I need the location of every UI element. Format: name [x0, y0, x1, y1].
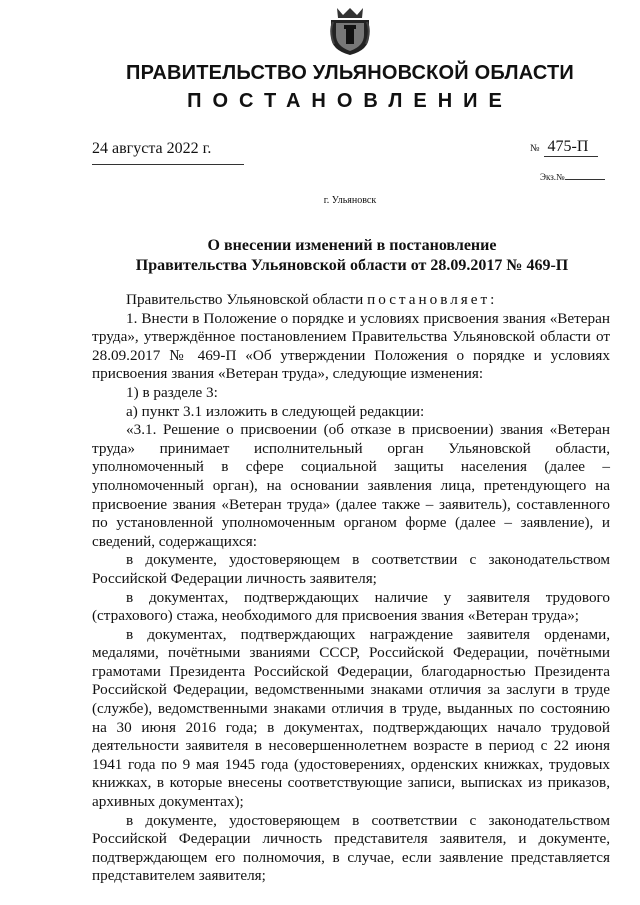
paragraph: «3.1. Решение о присвоении (об отказе в присвоении) звания «Ветеран труда» принимает исполнительный орган Ульяновской области, уполномоченный в сфере социальной защиты населения (далее – уполномоченный орган), на основании заявления лица, претендующего на присвоение звания «Ветеран труда» (далее также – заявитель), составленного по установленной уполномоченным органом форме (далее – заявление), и сведений, содержащихся:: [92, 421, 610, 550]
paragraph: в документах, подтверждающих награждение заявителя орденами, медалями, почётными званиями СССР, Российской Федерации, почётными грамотами Президента Российской Федерации, благодарностью Президента Российской Федерации, ведомственными знаками отличия за заслуги в труде (службе), ведомственными знаками отличия в труде, выданных по состоянию на 30 июня 2016 года; в документах, подтверждающих начало трудовой деятельности заявителя в несовершеннолетнем возрасте в период с 22 июня 1941 года по 9 мая 1945 года (удостоверениях, орденских книжках, трудовых книжках, в которые внесены соответствующие записи, выписках из приказов, архивных документах);: [92, 625, 610, 811]
intro-suffix: :: [490, 291, 495, 308]
date-underline: [92, 164, 244, 165]
document-date: 24 августа 2022 г.: [92, 140, 212, 157]
copy-number: [540, 172, 605, 182]
city: г. Ульяновск: [323, 195, 377, 206]
paragraph: в документе, удостоверяющем в соответствии с законодательством Российской Федерации личность представителя заявителя, и документе, подтверждающем его полномочия, в случае, если заявление представляется представителем заявителя;: [92, 811, 610, 885]
government-name: ПРАВИТЕЛЬСТВО УЛЬЯНОВСКОЙ ОБЛАСТИ: [126, 62, 574, 84]
intro-keyword: постановляет: [367, 291, 491, 308]
title-line-2: Правительства Ульяновской области от 28.09.2017 № 469-П: [135, 257, 569, 274]
paragraph: 1. Внести в Положение о порядке и условиях присвоения звания «Ветеран труда», утверждённое постановлением Правительства Ульяновской области от 28.09.2017 № 469-П «Об утверждении Положения о порядке и условиях присвоения звания «Ветеран труда», следующие изменения:: [92, 309, 610, 383]
document-type: ПОСТАНОВЛЕНИЕ: [187, 90, 513, 112]
title-line-1: О внесении изменений в постановление: [207, 237, 497, 254]
paragraph: в документах, подтверждающих наличие у заявителя трудового (страхового) стажа, необходимого для присвоения звания «Ветеран труда»;: [92, 588, 610, 625]
paragraph: 1) в разделе 3:: [126, 383, 218, 401]
number-sign: №: [530, 143, 540, 154]
number-value: 475-П: [544, 138, 599, 157]
coat-of-arms-icon: [329, 6, 371, 56]
document-number: [530, 138, 598, 157]
document-title: [92, 236, 612, 276]
paragraph: а) пункт 3.1 изложить в следующей редакции:: [126, 402, 425, 420]
copy-label: Экз.№: [540, 172, 565, 182]
document-body: [92, 291, 610, 886]
copy-underline: [565, 179, 605, 180]
intro-prefix: Правительство Ульяновской области: [126, 291, 368, 308]
intro-paragraph: [92, 291, 610, 310]
paragraph: в документе, удостоверяющем в соответствии с законодательством Российской Федерации личность заявителя;: [92, 551, 610, 587]
